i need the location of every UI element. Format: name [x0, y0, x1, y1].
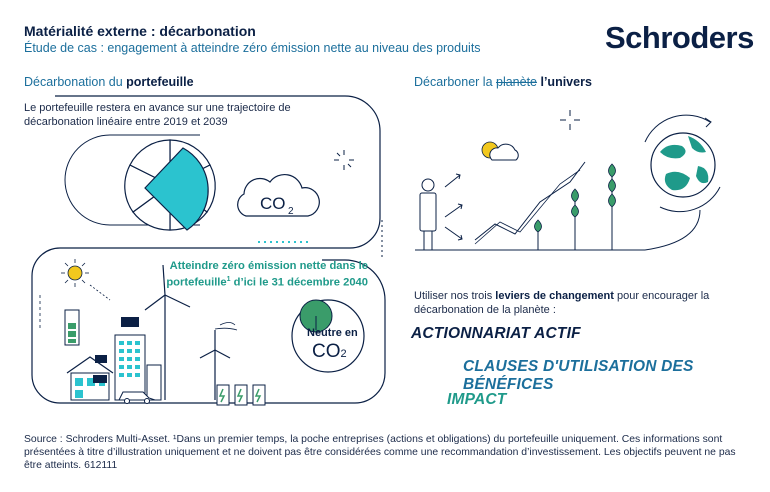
levers-intro-bold: leviers de changement	[495, 290, 614, 302]
levers-intro	[414, 289, 744, 317]
neutral-co2-text: CO	[312, 341, 341, 362]
sun-icon	[61, 259, 89, 287]
wind-gust-icon	[215, 323, 237, 331]
page-title: Matérialité externe : décarbonation	[24, 23, 256, 39]
plant-icons	[535, 164, 616, 250]
universe-illustration	[400, 92, 760, 292]
lever-active-ownership: ACTIONNARIAT ACTIF	[411, 325, 581, 342]
neutral-co2	[312, 341, 347, 363]
levers-intro-prefix: Utiliser nos trois	[414, 290, 496, 302]
net-zero-title-text: Atteindre zéro émission nette dans le portefeuille	[166, 260, 368, 289]
universe-heading-strike: planète	[496, 75, 538, 89]
building-icon	[115, 317, 161, 400]
net-zero-date: d’ici le 31 décembre 2040	[230, 276, 368, 289]
person-icon	[420, 179, 436, 250]
sun-cloud-icon	[482, 142, 518, 160]
neutral-co2-sub: 2	[340, 348, 347, 360]
lever-impact: IMPACT	[447, 391, 507, 408]
net-zero-footnote-mark: 1	[226, 276, 231, 283]
source-note: Source : Schroders Multi-Asset. ¹Dans un premier temps, la poche entreprises (actions et obligations) du portefeuille uniquement. Ces informations sont présentées à titre d’illustration uniquement et ne doivent pas être considérées comme une recommandation d’investissement. Les objectifs peuvent ne pas être atteints. 612111	[24, 434, 736, 471]
sparkle-icon	[332, 148, 356, 172]
levers-intro-suffix: pour encourager la décarbonation de la planète :	[414, 290, 710, 316]
globe-icon	[645, 115, 720, 211]
co2-cloud-text: CO	[260, 194, 286, 213]
neutral-label: Neutre en	[307, 327, 358, 339]
portfolio-description: Le portefeuille restera en avance sur une trajectoire de décarbonation linéaire entre 2019 et 2039	[24, 102, 291, 128]
portfolio-heading-bold: portefeuille	[126, 75, 194, 89]
co2-cloud-icon	[232, 168, 322, 228]
universe-heading-bold: l’univers	[537, 75, 592, 89]
portfolio-heading-prefix: Décarbonation du	[24, 75, 127, 89]
page-subtitle: Étude de cas : engagement à atteindre zéro émission nette au niveau des produits	[24, 41, 481, 55]
battery-icon	[65, 310, 79, 345]
decarbonation-wheel	[115, 130, 225, 240]
lever-use-of-proceeds: CLAUSES D'UTILISATION DES BÉNÉFICES	[463, 358, 694, 393]
dotted-line	[258, 240, 308, 244]
charging-batteries-icon	[217, 385, 265, 405]
universe-heading-prefix: Décarboner la	[414, 75, 496, 89]
co2-cloud-sub: 2	[288, 206, 294, 217]
sparkle-icon-right	[560, 110, 580, 130]
schroders-logo: Schroders	[605, 20, 754, 55]
house-icon	[67, 355, 113, 400]
